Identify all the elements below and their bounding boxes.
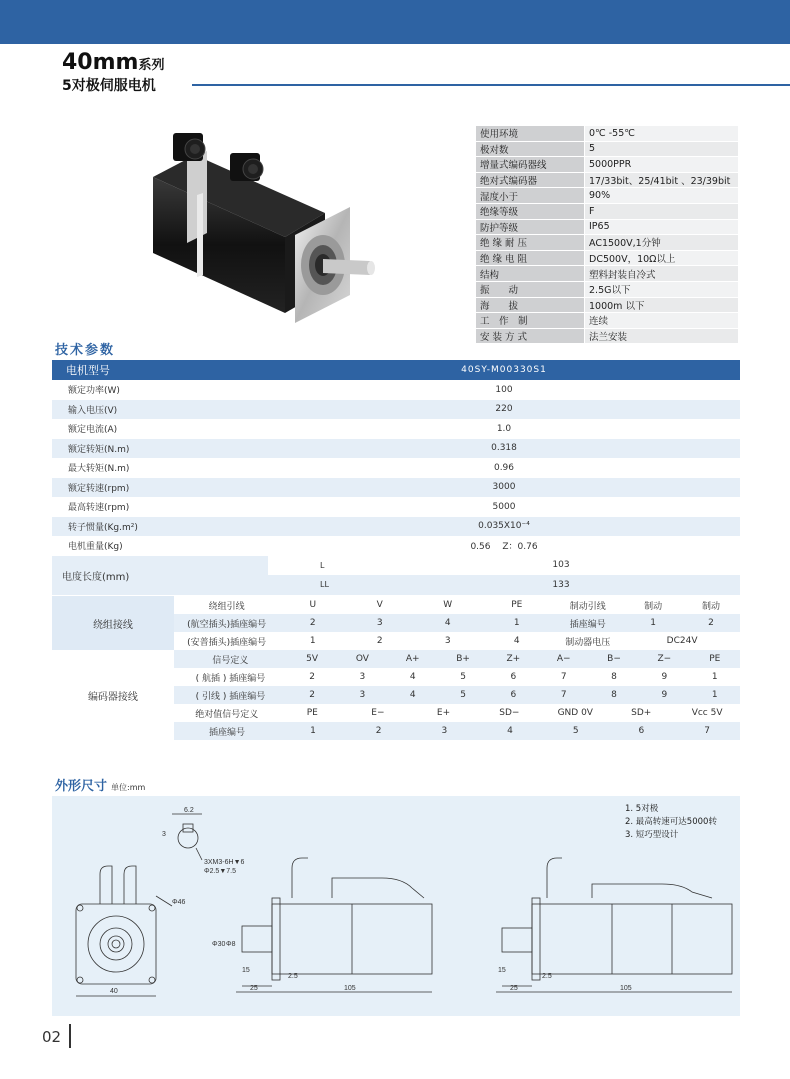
dim-phi46: Φ46 <box>172 899 186 906</box>
abs-encoder-cell: E− <box>371 708 385 718</box>
series-size: 40mm <box>62 50 139 75</box>
spec-key: 海 拔 <box>476 297 585 313</box>
encoder-cell: A− <box>556 654 571 664</box>
encoder-cell: 5 <box>460 672 466 682</box>
spec-key: 振 动 <box>476 281 585 297</box>
length-label: 电度长度(mm) <box>52 556 268 595</box>
encoder-group-label: 编码器接线 <box>52 650 174 740</box>
abs-encoder-cell: 绝对值信号定义 <box>195 709 259 720</box>
tech-value: 0.035X10⁻⁴ <box>268 517 740 537</box>
spec-value: 5 <box>585 141 739 157</box>
spec-value: 塑料封装自冷式 <box>585 266 739 282</box>
encoder-cell: 5 <box>460 690 466 700</box>
length-sub: LL <box>268 575 382 595</box>
encoder-cell: 9 <box>661 690 668 700</box>
encoder-cell: 3 <box>359 690 366 700</box>
spec-row <box>476 281 738 297</box>
winding-row <box>52 596 740 614</box>
drawing-notes <box>625 803 717 842</box>
encoder-cell: 信号定义 <box>212 655 249 666</box>
abs-encoder-cell: E+ <box>436 708 451 718</box>
abs-encoder-cell: SD− <box>499 708 520 718</box>
drawing-title: 外形尺寸 <box>55 779 108 794</box>
winding-cell: 1 <box>482 614 551 632</box>
spec-value: DC500V，10Ω以上 <box>585 250 739 266</box>
encoder-cell: 2 <box>309 690 315 700</box>
tech-section-title: 技术参数 <box>55 343 116 358</box>
tech-value: 220 <box>268 400 740 420</box>
spec-value: IP65 <box>585 219 739 235</box>
encoder-cell: B− <box>607 654 621 664</box>
winding-cell: 插座编号 <box>551 614 624 632</box>
dim-phi8-a: Φ8 <box>226 941 236 948</box>
abs-encoder-cell: 5 <box>572 726 579 736</box>
tech-value: 5000 <box>268 497 740 517</box>
abs-encoder-cell: 6 <box>638 726 645 736</box>
length-row <box>52 556 740 576</box>
dim-15-b: 15 <box>498 967 506 974</box>
abs-encoder-cell: 2 <box>375 726 382 736</box>
spec-value: 0℃ -55℃ <box>585 126 739 141</box>
tech-label: 最大转矩(N.m) <box>52 458 268 478</box>
dim-40: 40 <box>110 988 118 995</box>
series-suffix: 系列 <box>138 58 165 73</box>
winding-cell: V <box>346 596 413 614</box>
tech-value: 3000 <box>268 478 740 498</box>
title-rule <box>192 84 790 86</box>
winding-cell: 制动 <box>682 596 740 614</box>
encoder-cell: 6 <box>510 672 517 682</box>
model-value: 40SY-M00330S1 <box>268 360 740 380</box>
dim-6-2: 6.2 <box>184 807 194 814</box>
spec-value: 2.5G以下 <box>585 281 739 297</box>
spec-value: AC1500V,1分钟 <box>585 235 739 251</box>
encoder-cell: 7 <box>560 690 567 700</box>
encoder-cell: OV <box>355 654 369 664</box>
spec-value: 连续 <box>585 313 739 329</box>
spec-key: 湿度小于 <box>476 188 585 204</box>
length-value: 103 <box>382 556 740 576</box>
tech-label: 额定电流(A) <box>52 419 268 439</box>
spec-row <box>476 235 738 251</box>
dim-105-a: 105 <box>344 985 356 992</box>
spec-row <box>476 266 738 282</box>
encoder-cell: ( 航插 ) 插座编号 <box>195 673 266 684</box>
tech-value: 100 <box>268 380 740 400</box>
winding-group-label: 绕组接线 <box>52 596 174 650</box>
spec-key: 增量式编码器线 <box>476 157 585 173</box>
series-title <box>62 50 164 75</box>
dim-3: 3 <box>162 831 166 838</box>
page-number: 02 <box>42 1028 62 1046</box>
winding-cell: W <box>413 596 482 614</box>
spec-key: 安 装 方 式 <box>476 328 585 344</box>
tech-table <box>52 360 740 595</box>
dim-25-b: 25 <box>510 985 518 992</box>
tech-label: 额定转速(rpm) <box>52 478 268 498</box>
dim-screw: 3XM3-6H▼6 <box>204 859 245 866</box>
encoder-cell: B+ <box>456 654 470 664</box>
encoder-cell: 4 <box>409 672 416 682</box>
spec-key: 防护等级 <box>476 219 585 235</box>
encoder-cell: PE <box>709 654 721 664</box>
tech-value: 0.318 <box>268 439 740 459</box>
spec-row <box>476 328 738 344</box>
tech-row <box>52 478 740 498</box>
note-1: 1. 5对极 <box>625 804 659 814</box>
tech-row <box>52 419 740 439</box>
spec-row <box>476 157 738 173</box>
dim-105-b: 105 <box>620 985 632 992</box>
spec-key: 绝缘等级 <box>476 203 585 219</box>
spec-row <box>476 297 738 313</box>
encoder-cell: 3 <box>359 672 366 682</box>
tech-label: 额定功率(W) <box>52 380 268 400</box>
note-3: 3. 短巧型设计 <box>625 830 679 840</box>
tech-value: 1.0 <box>268 419 740 439</box>
tech-label: 电机重量(Kg) <box>52 536 268 556</box>
tech-label: 最高转速(rpm) <box>52 497 268 517</box>
drawing-section-title <box>55 775 145 794</box>
spec-row <box>476 172 738 188</box>
abs-encoder-cell: 1 <box>310 726 316 736</box>
spec-value: 法兰安装 <box>585 328 739 344</box>
spec-value: F <box>585 203 739 219</box>
wiring-table <box>52 596 740 740</box>
tech-label: 额定转矩(N.m) <box>52 439 268 459</box>
encoder-cell: 5V <box>306 654 319 664</box>
tech-row <box>52 439 740 459</box>
spec-table <box>476 126 738 344</box>
winding-cell: 2 <box>279 614 346 632</box>
spec-row <box>476 313 738 329</box>
spec-row <box>476 250 738 266</box>
dim-25-a: 25 <box>250 985 258 992</box>
winding-cell: 4 <box>482 632 551 650</box>
abs-encoder-cell: SD+ <box>631 708 652 718</box>
tech-value: 0.56 Z：0.76 <box>268 536 740 556</box>
encoder-cell: A+ <box>405 654 420 664</box>
encoder-cell: 1 <box>711 690 718 700</box>
winding-cell: 1 <box>624 614 682 632</box>
spec-key: 结构 <box>476 266 585 282</box>
encoder-cell: ( 引线 ) 插座编号 <box>195 691 266 702</box>
encoder-row <box>52 650 740 668</box>
dim-2-5-a: 2.5 <box>288 973 298 980</box>
abs-encoder-cell: 插座编号 <box>209 727 246 738</box>
winding-cell: 3 <box>346 614 413 632</box>
winding-cell: PE <box>482 596 551 614</box>
winding-cell: 绕组引线 <box>174 596 279 614</box>
winding-cell: 2 <box>682 614 740 632</box>
spec-key: 绝 缘 耐 压 <box>476 235 585 251</box>
encoder-cell: 8 <box>611 690 617 700</box>
encoder-cell: Z− <box>657 654 672 664</box>
encoder-cell: 2 <box>309 672 315 682</box>
spec-row <box>476 219 738 235</box>
abs-encoder-cell: PE <box>306 708 318 718</box>
abs-encoder-cell: 4 <box>507 726 513 736</box>
encoder-cell: 4 <box>409 690 416 700</box>
encoder-cell: 8 <box>611 672 617 682</box>
spec-row <box>476 203 738 219</box>
tech-row <box>52 536 740 556</box>
tech-row <box>52 400 740 420</box>
motor-image <box>135 125 390 330</box>
winding-cell: 3 <box>413 632 482 650</box>
page-number-bar <box>69 1024 71 1048</box>
spec-row <box>476 141 738 157</box>
abs-encoder-cell: 7 <box>704 726 710 736</box>
winding-cell: 制动 <box>624 596 682 614</box>
spec-row <box>476 126 738 141</box>
product-subtitle: 5对极伺服电机 <box>62 78 156 94</box>
abs-encoder-cell: GND 0V <box>557 708 593 718</box>
drawing-unit: 单位:mm <box>111 783 146 792</box>
spec-key: 使用环境 <box>476 126 585 141</box>
tech-label: 转子惯量(Kg.m²) <box>52 517 268 537</box>
top-banner <box>0 0 790 44</box>
spec-key: 绝对式编码器 <box>476 172 585 188</box>
winding-cell: U <box>279 596 346 614</box>
model-label: 电机型号 <box>52 360 268 380</box>
dim-2-5-b: 2.5 <box>542 973 552 980</box>
spec-value: 1000m 以下 <box>585 297 739 313</box>
spec-key: 极对数 <box>476 141 585 157</box>
encoder-cell: 9 <box>661 672 668 682</box>
encoder-cell: 6 <box>510 690 517 700</box>
spec-value: 90% <box>585 188 739 204</box>
tech-row <box>52 380 740 400</box>
spec-key: 工 作 制 <box>476 313 585 329</box>
note-2: 2. 最高转速可达5000转 <box>625 817 717 827</box>
encoder-cell: 1 <box>711 672 718 682</box>
spec-key: 绝 缘 电 阻 <box>476 250 585 266</box>
winding-cell: 制动引线 <box>551 596 624 614</box>
dim-hole: Φ2.5▼7.5 <box>204 868 236 875</box>
tech-value: 0.96 <box>268 458 740 478</box>
winding-cell: DC24V <box>624 632 740 650</box>
dim-15-a: 15 <box>242 967 250 974</box>
encoder-cell: 7 <box>560 672 567 682</box>
spec-value: 17/33bit、25/41bit 、23/39bit <box>585 172 739 188</box>
winding-cell: (安普插头)插座编号 <box>174 632 279 650</box>
winding-cell: 制动器电压 <box>551 632 624 650</box>
length-value: 133 <box>382 575 740 595</box>
winding-cell: 4 <box>413 614 482 632</box>
dim-phi30-a: Φ30 <box>212 941 226 948</box>
tech-row <box>52 517 740 537</box>
spec-row <box>476 188 738 204</box>
spec-value: 5000PPR <box>585 157 739 173</box>
length-sub: L <box>268 556 382 576</box>
abs-encoder-cell: Vcc 5V <box>691 708 723 718</box>
winding-cell: 2 <box>346 632 413 650</box>
tech-label: 输入电压(V) <box>52 400 268 420</box>
encoder-cell: Z+ <box>506 654 521 664</box>
winding-cell: 1 <box>279 632 346 650</box>
tech-row <box>52 497 740 517</box>
abs-encoder-cell: 3 <box>441 726 448 736</box>
tech-row <box>52 458 740 478</box>
winding-cell: (航空插头)插座编号 <box>174 614 279 632</box>
